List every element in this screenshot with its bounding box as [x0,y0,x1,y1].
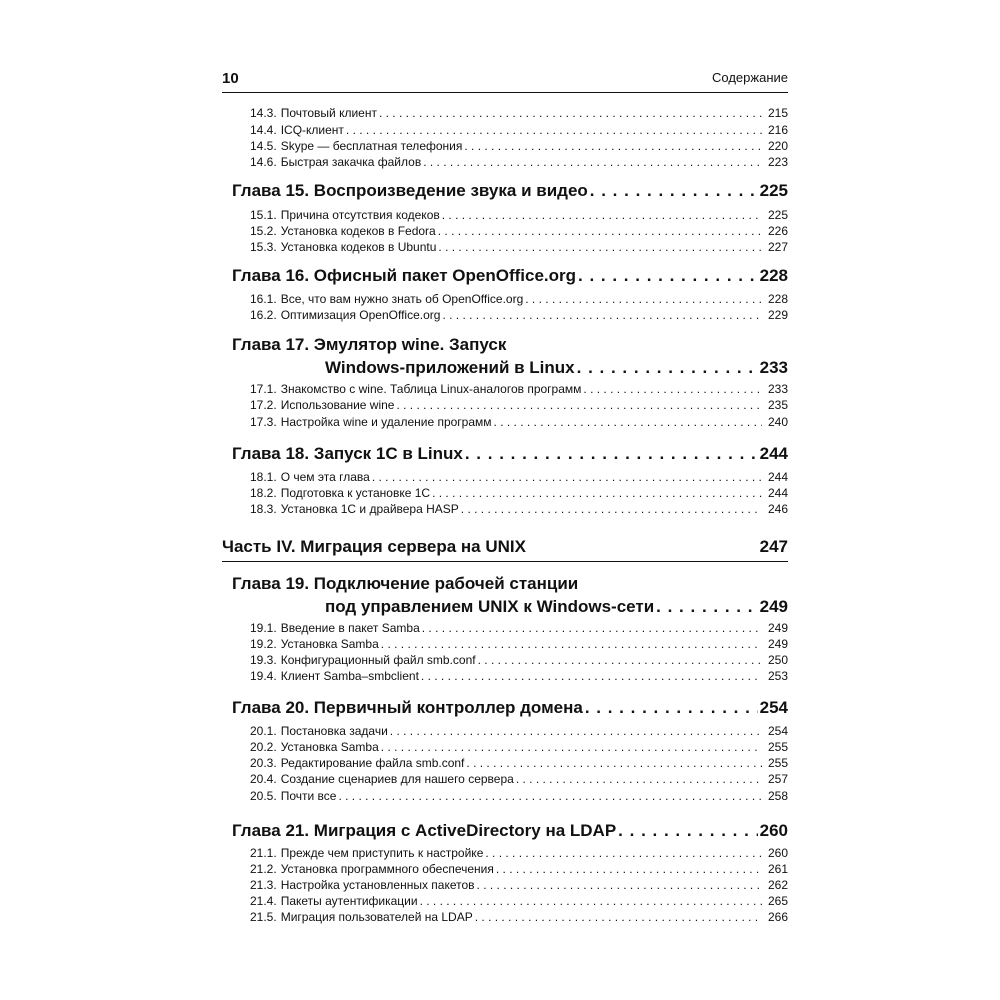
toc-section-20-4[interactable]: 20.4. Создание сценариев для нашего сервера . . . 257 [250,771,788,787]
chapter-title: Windows-приложений в Linux [325,358,575,377]
toc-chapter-16[interactable] [232,265,788,287]
page-ref: 228 [759,266,788,285]
running-title: Содержание [712,70,788,85]
page-ref: 233 [767,382,788,396]
toc-section-17-1[interactable]: 17.1. Знакомство с wine. Таблица Linux-аналогов программ . . . 233 [250,381,788,397]
toc-section-14-6[interactable]: 14.6. Быстрая закачка файлов . . . 223 [250,154,788,170]
toc-chapter-20[interactable] [232,697,788,719]
toc-section-16-2[interactable]: 16.2. Оптимизация OpenOffice.org . . . 229 [250,307,788,323]
page-ref: 246 [767,502,788,516]
toc-section-18-3[interactable]: 18.3. Установка 1С и драйвера HASP . . . 246 [250,501,788,517]
page-ref: 247 [759,537,788,556]
page-ref: 249 [767,621,788,635]
page-ref: 225 [767,208,788,222]
toc-section-15-3[interactable]: 15.3. Установка кодеков в Ubuntu . . . 227 [250,239,788,255]
toc-chapter-18[interactable] [232,443,788,465]
toc-section-20-2[interactable]: 20.2. Установка Samba . . . 255 [250,739,788,755]
toc-section-21-5[interactable]: 21.5. Миграция пользователей на LDAP . . . 266 [250,909,788,925]
chapter-title: Глава 20. Первичный контроллер домена [232,698,583,717]
page-ref: 233 [759,358,788,377]
page-ref: 260 [767,846,788,860]
toc-chapter-19-title-line1[interactable]: Глава 19. Подключение рабочей станции [232,574,579,593]
toc-section-15-1[interactable]: 15.1. Причина отсутствия кодеков . . . 225 [250,207,788,223]
page-ref: 260 [759,821,788,840]
page-header [222,70,788,93]
page-ref: 258 [767,789,788,803]
chapter-title: Глава 15. Воспроизведение звука и видео [232,181,588,200]
page-ref: 255 [767,756,788,770]
page-ref: 254 [767,724,788,738]
toc-section-20-1[interactable]: 20.1. Постановка задачи . . . 254 [250,723,788,739]
page-number: 10 [222,70,239,87]
toc-section-21-3[interactable]: 21.3. Настройка установленных пакетов . . . 262 [250,877,788,893]
page-ref: 216 [767,123,788,137]
chapter-title: Глава 21. Миграция с ActiveDirectory на LDAP [232,821,617,840]
toc-chapter-21[interactable] [232,820,788,842]
page-ref: 253 [767,669,788,683]
chapter-title: под управлением UNIX к Windows-сети [325,597,655,616]
toc-section-19-3[interactable]: 19.3. Конфигурационный файл smb.conf . . . 250 [250,652,788,668]
page-ref: 220 [767,139,788,153]
page-ref: 226 [767,224,788,238]
chapter-title: Глава 18. Запуск 1С в Linux [232,444,463,463]
toc-chapter-15[interactable] [232,180,788,202]
page-ref: 249 [759,597,788,616]
toc-section-14-5[interactable]: 14.5. Skype — бесплатная телефония . . . 220 [250,138,788,154]
toc-section-16-1[interactable]: 16.1. Все, что вам нужно знать об OpenOffice.org . . . 228 [250,291,788,307]
toc-chapter-17[interactable] [325,357,788,379]
toc-section-19-1[interactable]: 19.1. Введение в пакет Samba . . . 249 [250,620,788,636]
toc-section-20-3[interactable]: 20.3. Редактирование файла smb.conf . . . 255 [250,755,788,771]
toc-section-17-2[interactable]: 17.2. Использование wine . . . 235 [250,397,788,413]
page-ref: 250 [767,653,788,667]
page-ref: 254 [759,698,788,717]
toc-section-15-2[interactable]: 15.2. Установка кодеков в Fedora . . . 226 [250,223,788,239]
page-ref: 265 [767,894,788,908]
page-ref: 229 [767,308,788,322]
page-ref: 244 [767,470,788,484]
page-ref: 225 [759,181,788,200]
part-title: Часть IV. Миграция сервера на UNIX [222,537,526,556]
chapter-title: Глава 16. Офисный пакет OpenOffice.org [232,266,577,285]
toc-section-19-4[interactable]: 19.4. Клиент Samba–smbclient . . . 253 [250,668,788,684]
toc-section-17-3[interactable]: 17.3. Настройка wine и удаление программ . . . 240 [250,414,788,430]
page-ref: 257 [767,772,788,786]
page-ref: 244 [759,444,788,463]
page-ref: 261 [767,862,788,876]
toc-part-4[interactable] [222,535,788,562]
toc-section-20-5[interactable]: 20.5. Почти все . . . 258 [250,788,788,804]
page-ref: 255 [767,740,788,754]
page-ref: 240 [767,415,788,429]
toc-chapter-17-title-line1[interactable]: Глава 17. Эмулятор wine. Запуск [232,335,507,354]
page-ref: 228 [767,292,788,306]
page-ref: 244 [767,486,788,500]
toc-section-14-3[interactable]: 14.3. Почтовый клиент . . . 215 [250,105,788,121]
page-ref: 235 [767,398,788,412]
toc-section-18-2[interactable]: 18.2. Подготовка к установке 1С . . . 244 [250,485,788,501]
page-ref: 262 [767,878,788,892]
toc-section-18-1[interactable]: 18.1. О чем эта глава . . . 244 [250,469,788,485]
page-ref: 249 [767,637,788,651]
toc-section-14-4[interactable]: 14.4. ICQ-клиент . . . 216 [250,122,788,138]
toc-section-21-4[interactable]: 21.4. Пакеты аутентификации . . . 265 [250,893,788,909]
toc-section-21-1[interactable]: 21.1. Прежде чем приступить к настройке . . . 260 [250,845,788,861]
toc-chapter-19[interactable] [325,596,788,618]
page-ref: 223 [767,155,788,169]
page-ref: 215 [767,106,788,120]
page-ref: 266 [767,910,788,924]
toc-section-21-2[interactable]: 21.2. Установка программного обеспечения . . . 261 [250,861,788,877]
toc-section-19-2[interactable]: 19.2. Установка Samba . . . 249 [250,636,788,652]
page-ref: 227 [767,240,788,254]
